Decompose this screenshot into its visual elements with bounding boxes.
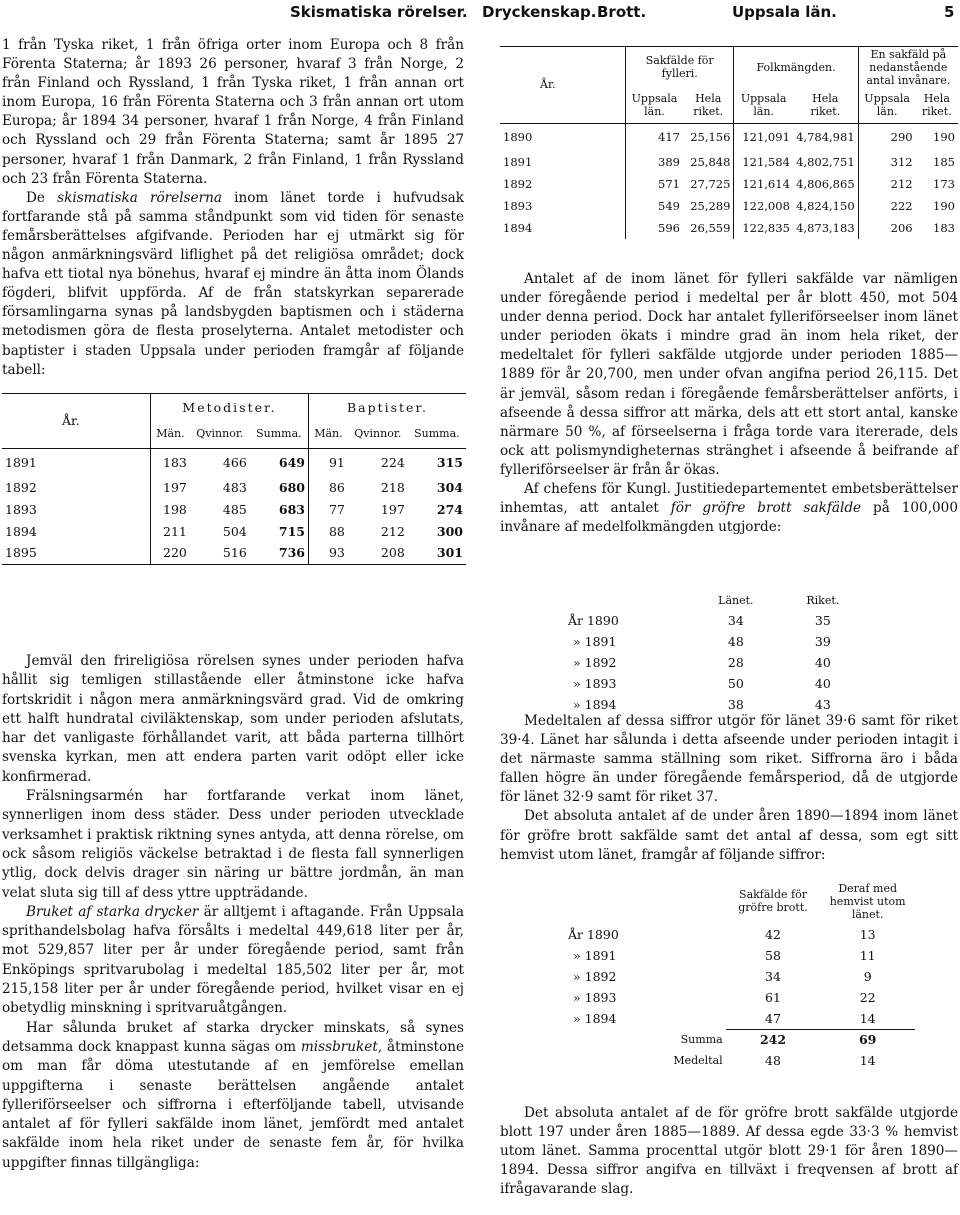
paragraph-conclusion: Det absoluta antalet af de för gröfre brott sakfälde utgjorde blott 197 under åren 1885—1889. Af dessa egde 33·3 % hemvist utom länet. Samma procenttal utgör blott 29·1 för åren 1890—1894. Dessa siffror angifva en tillväxt i freqvensen af brott af ifrågavarande slag. (500, 1105, 958, 1198)
col-header-men: Män. (309, 420, 348, 448)
table-row: År 1890 34 35 (568, 613, 831, 628)
table-row: 1890 417 25,156 121,091 4,784,981 290 190 (500, 123, 958, 151)
table-row: 1895 220 516 736 93 208 301 (2, 542, 466, 564)
header-section-drinking: Dryckenskap. (482, 3, 597, 21)
table-serious-crime (565, 878, 925, 1071)
col-header-nonresident: Deraf med hemvist utom länet. (829, 881, 906, 921)
table-row: » 1891 48 39 (573, 634, 831, 649)
table-methodists-baptists (2, 393, 466, 565)
paragraph-free-religious: Jemväl den frireligiösa rörelsen synes under perioden hafva hållit sig temligen stillastående eller åtminstone icke hafva fortskridit i någon mera anmärkningsvärd grad. Vid de omkring ett halft hundratal civiläktenskap, som under perioden afslutats, har det vanligaste förhållandet varit, att båda parterna tillhört svenska kyrkan, men att endera parten varit odöpt eller icke konfirmerad. (2, 653, 464, 785)
col-header-kingdom: Riket. (806, 593, 840, 607)
paragraph-convictions: Antalet af de inom länet för fylleri sakfälde var nämligen under föregående period i medeltal per år blott 450, mot 504 under denna period. Dock har antalet fylleriförseelser inom länet under perioden ökats i mindre grad än inom hela riket, der medeltalet för fylleri sakfälde utgjorde under perioden 1885—1889 för år 20,700, men under ofvan angifna period 26,115. Det är jemväl, såsom redan i föregående femårsberättelser anförts, i afseende å dessa siffror att märka, dels att ett stort antal, kanske närmare 50 %, af förseelserna i fråga torde vara itererade, dels ock att polismyndigheternas stränghet i afseende å beifrande af fylleriförseelser är från år ökas. (500, 271, 958, 478)
table-row: » 1893 50 40 (573, 676, 831, 691)
paragraph-drinking: Bruket af starka drycker är alltjemt i aftagande. Från Uppsala sprithandelsbolag hafva försålts i medeltal 449,618 liter per år, mot 529,857 liter per år under föregående period, samt från Enköpings spritvarubolag i medeltal 185,502 liter per år, mot 215,158 liter per år under föregående period, hvilket visar en ej obetydlig minskning i spritvaruåtgången. (2, 903, 464, 1017)
table-row: » 1894 38 43 (573, 697, 831, 712)
table-row: 1894 211 504 715 88 212 300 (2, 520, 466, 542)
col-header-county: Länet. (718, 593, 754, 607)
table-row: 1893 198 485 683 77 197 274 (2, 498, 466, 520)
paragraph-misuse: Har sålunda bruket af starka drycker minskats, så synes detsamma dock knappast kunna sägas om missbruket, åtminstone om man får döma utestutande af en jemförelse emellan uppgifterna i senaste berättelsen angående antalet fylleriförseelser och siffrorna i efterföljande tabell, utvisande antalet af för fylleri sakfälde inom länet, jemfördt med antalet sakfälde inom hela riket under de senaste fem år, för hvilka uppgifter finnas tillgängliga: (2, 1019, 464, 1171)
header-section-schism: Skismatiska rörelser. (290, 3, 468, 21)
table-crime-rate (565, 590, 885, 715)
page-number: 5 (944, 3, 955, 21)
col-header-sum: Summa. (414, 427, 460, 441)
col-group-population: Folkmängden. (734, 47, 858, 88)
paragraph-absolute: Det absoluta antalet af de under åren 1890—1894 inom länet för gröfre brott sakfälde samt det antal af dessa, som egt sitt hemvist utom länet, framgår af följande siffror: (500, 808, 958, 863)
table-row: » 1894 47 14 (565, 1008, 915, 1029)
table-row: 1893 549 25,289 122,008 4,824,150 222 190 (500, 195, 958, 217)
right-column-text-lower (500, 1104, 958, 1199)
right-column-text-middle (500, 712, 958, 865)
mean-label: Medeltal (673, 1054, 723, 1067)
emphasis-serious-crime: för gröfre brott sakfälde (670, 500, 862, 517)
col-header-men: Män. (151, 420, 190, 448)
emphasis-misuse: missbruket (300, 1038, 378, 1055)
left-column-text-lower (2, 652, 464, 1173)
col-group-convicted: Sakfälde för fylleri. (626, 47, 734, 88)
table-row: » 1892 28 40 (573, 655, 831, 670)
paragraph-salvation-army: Frälsningsarmén har fortfarande verkat inom länet, synnerligen inom dess städer. Dess under perioden utvecklade verksamhet i praktisk riktning synes antyda, att denna rörelse, om ock såsom religiös väckelse betraktad i de flesta fall synnerligen ytlig, dock delvis drager sin näring ur bättre jordmån, än man velat sluta sig till af dess yttre uppträdande. (2, 788, 464, 901)
paragraph-serious-crime: Af chefens för Kungl. Justitiedepartementet embetsberättelser inhemtas, att antalet för gröfre brott sakfälde på 100,000 invånare af medelfolkmängden utgjorde: (500, 481, 958, 536)
emphasis-schism: skismatiska rörelserna (57, 189, 222, 206)
table-row: 1892 197 483 680 86 218 304 (2, 476, 466, 498)
sum-label: Summa (680, 1033, 723, 1046)
table-row: År 1890 42 13 (568, 927, 876, 942)
col-header-women: Qvinnor. (196, 427, 244, 441)
table-row: » 1891 58 11 (573, 948, 876, 963)
left-column-text (2, 36, 464, 380)
paragraph-emigration: 1 från Tyska riket, 1 från öfriga orter inom Europa och 8 från Förenta Staterna; år 1893 26 personer, hvaraf 3 från Norge, 2 från Finland och Ryssland, 1 från Tyska riket, 1 från annan ort inom Europa, 16 från Förenta Staterna och 3 från annan ort utom Europa; år 1894 34 personer, hvaraf 1 från Norge, 4 från Finland och Ryssland och 29 från Förenta Staterna; samt år 1895 27 personer, hvaraf 1 från Danmark, 2 från Finland, 1 från Ryssland och 23 från Förenta Staterna. (2, 37, 464, 187)
table-row: 1892 571 27,725 121,614 4,806,865 212 173 (500, 173, 958, 195)
col-header-sum: Summa. (256, 427, 302, 441)
right-column-text (500, 270, 958, 537)
table-row: 1894 596 26,559 122,835 4,873,183 206 183 (500, 217, 958, 239)
header-county: Uppsala län. (732, 3, 837, 21)
col-header-women: Qvinnor. (354, 427, 402, 441)
emphasis-drinking: Bruket af starka drycker (26, 903, 199, 920)
paragraph-averages: Medeltalen af dessa siffror utgör för länet 39·6 samt för riket 39·4. Länet har sålunda i detta afseende under perioden intagit i det närmaste samma ställning som riket. Siffrorna äro i båda fallen högre än under föregående femårsperiod, då de utgjorde för länet 32·9 samt för riket 37. (500, 713, 958, 806)
col-group-ratio: En sakfäld på nedanstående antal invånare. (858, 47, 958, 88)
col-group-baptists: Baptister. (309, 394, 467, 421)
table-row: 1891 183 466 649 91 224 315 (2, 448, 466, 476)
col-group-methodists: Metodister. (151, 394, 309, 421)
table-row-mean: Medeltal 48 14 (565, 1050, 915, 1071)
col-header-year: År. (62, 413, 80, 429)
running-header (0, 3, 960, 25)
table-row: » 1892 34 9 (573, 969, 872, 984)
table-row: 1891 389 25,848 121,584 4,802,751 312 185 (500, 151, 958, 173)
paragraph-schism: De skismatiska rörelserna inom länet torde i hufvudsak fortfarande stå på samma ståndpunkt som vid tiden för senaste femårsberättelses afgifvande. Perioden har ej utmärkt sig för någon anmärkningsvärd liflighet på det religiösa området; dock hafva ett tiotal nya bönehus, hvaraf ej mindre än åtta inom Ölands fögderi, blifvit uppförda. Af de från statskyrkan separerade församlingarna synas på landsbygden baptismen och i städerna metodismen göra de flesta proselyterna. Antalet metodister och baptister i staden Uppsala under perioden framgår af följande tabell: (2, 189, 465, 378)
table-row-sum: Summa 242 69 (565, 1029, 915, 1050)
table-row: » 1893 61 22 (573, 990, 876, 1005)
table-drunkenness: År. Sakfälde för fylleri. Folkmängden. En sakfäld på nedanstående antal invånare. Uppsala län. Hela riket. Uppsala län. Hela riket. Uppsala län. Hela riket. 1890 417 25,156 121,091 4,784,981 290 190 1891 389 25,848 121,584 4,802,751 312 185 1892 571 27,725 121,614 4,806,865 212 173 1893 549 25,289 122,008 4,824,150 222 190 1894 596 26,559 122,835 4,873,183 206 183 (500, 46, 958, 239)
header-section-crime: Brott. (597, 3, 647, 21)
col-header-year: År. (540, 78, 556, 92)
col-header-convicted: Sakfälde för gröfre brott. (738, 888, 808, 914)
